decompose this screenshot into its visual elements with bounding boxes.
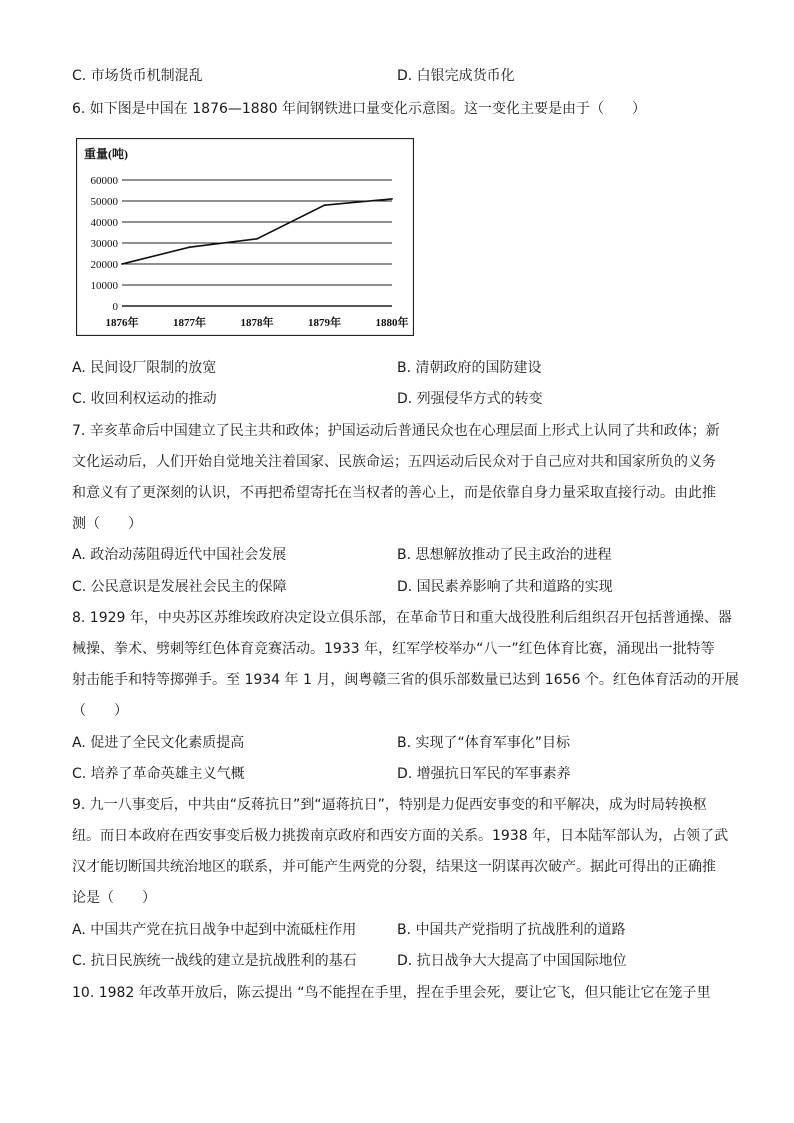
q8-option-d: D. 增强抗日军民的军事素养 <box>397 766 571 782</box>
x-tick-label: 1877年 <box>173 317 206 329</box>
x-tick-label: 1880年 <box>375 317 409 329</box>
q10-line-1: 10. 1982 年改革开放后，陈云提出 “鸟不能捏在手里，捏在手里会死，要让它飞，但只能让它在笼子里 <box>72 985 711 1001</box>
y-axis-label: 重量(吨) <box>84 147 128 161</box>
y-tick-label: 30000 <box>90 238 118 250</box>
data-point <box>324 204 326 206</box>
q6-option-a: A. 民间设厂限制的放宽 <box>72 360 217 376</box>
q6-option-b: B. 清朝政府的国防建设 <box>397 360 542 376</box>
q9-line-4: 论是（ ） <box>72 890 156 906</box>
q8-option-b: B. 实现了“体育军事化”目标 <box>397 735 571 751</box>
q8-line-2: 械操、拳术、劈刺等红色体育竞赛活动。1933 年，红军学校举办“八一”红色体育比赛，涌现出一批特等 <box>72 641 715 657</box>
x-tick-label: 1879年 <box>308 317 341 329</box>
q9-option-a: A. 中国共产党在抗日战争中起到中流砥柱作用 <box>72 922 357 938</box>
y-tick-label: 0 <box>112 301 118 313</box>
data-point <box>256 238 258 240</box>
q9-option-d: D. 抗日战争大大提高了中国国际地位 <box>397 953 627 969</box>
q6-option-d: D. 列强侵华方式的转变 <box>397 391 543 407</box>
y-tick-label: 20000 <box>90 259 118 271</box>
q7-option-c: C. 公民意识是发展社会民主的保障 <box>72 579 287 595</box>
q7-line-4: 测（ ） <box>72 516 142 532</box>
q8-line-1: 8. 1929 年，中央苏区苏维埃政府决定设立俱乐部，在革命节日和重大战役胜利后组织召开包括普通操、器 <box>72 610 732 626</box>
y-tick-label: 50000 <box>90 196 118 208</box>
x-tick-label: 1878年 <box>240 317 274 329</box>
chart-svg <box>76 138 414 336</box>
q9-line-1: 9. 九一八事变后，中共由“反蒋抗日”到“逼蒋抗日”，特别是力促西安事变的和平解决，成为时局转换枢 <box>72 797 707 813</box>
q7-option-a: A. 政治动荡阻碍近代中国社会发展 <box>72 547 287 563</box>
q8-option-c: C. 培养了革命英雄主义气概 <box>72 766 245 782</box>
q8-line-3: 射击能手和特等掷弹手。至 1934 年 1 月，闽粤赣三省的俱乐部数量已达到 1656 个。红色体育活动的开展 <box>72 672 739 688</box>
data-point <box>391 198 393 200</box>
steel-import-chart <box>76 138 414 336</box>
q9-option-b: B. 中国共产党指明了抗战胜利的道路 <box>397 922 626 938</box>
data-point <box>189 246 191 248</box>
q8-option-a: A. 促进了全民文化素质提高 <box>72 735 245 751</box>
q8-line-4: （ ） <box>72 703 128 719</box>
q7-line-2: 文化运动后，人们开始自觉地关注着国家、民族命运；五四运动后民众对于自己应对共和国家所负的义务 <box>72 454 716 470</box>
q9-option-c: C. 抗日民族统一战线的建立是抗战胜利的基石 <box>72 953 357 969</box>
y-tick-label: 40000 <box>90 217 118 229</box>
q9-line-3: 汉才能切断国共统治地区的联系，并可能产生两党的分裂，结果这一阴谋再次破产。据此可得出的正确推 <box>72 859 716 875</box>
q5-option-d: D. 白银完成货币化 <box>397 68 515 84</box>
x-tick-label: 1876年 <box>105 317 139 329</box>
q7-option-d: D. 国民素养影响了共和道路的实现 <box>397 579 613 595</box>
q5-option-c: C. 市场货币机制混乱 <box>72 68 203 84</box>
q7-line-1: 7. 辛亥革命后中国建立了民主共和政体；护国运动后普通民众也在心理层面上形式上认同了共和政体；新 <box>72 423 720 439</box>
q7-line-3: 和意义有了更深刻的认识，不再把希望寄托在当权者的善心上，而是依靠自身力量采取直接行动。由此推 <box>72 485 716 501</box>
q6-stem: 6. 如下图是中国在 1876—1880 年间钢铁进口量变化示意图。这一变化主要是由于（ ） <box>72 101 646 117</box>
q7-option-b: B. 思想解放推动了民主政治的进程 <box>397 547 612 563</box>
y-tick-label: 60000 <box>90 175 118 187</box>
q9-line-2: 纽。而日本政府在西安事变后极力挑拨南京政府和西安方面的关系。1938 年，日本陆军部认为，占领了武 <box>72 828 729 844</box>
y-tick-label: 10000 <box>90 280 118 292</box>
q6-option-c: C. 收回利权运动的推动 <box>72 391 217 407</box>
data-point <box>121 263 123 265</box>
